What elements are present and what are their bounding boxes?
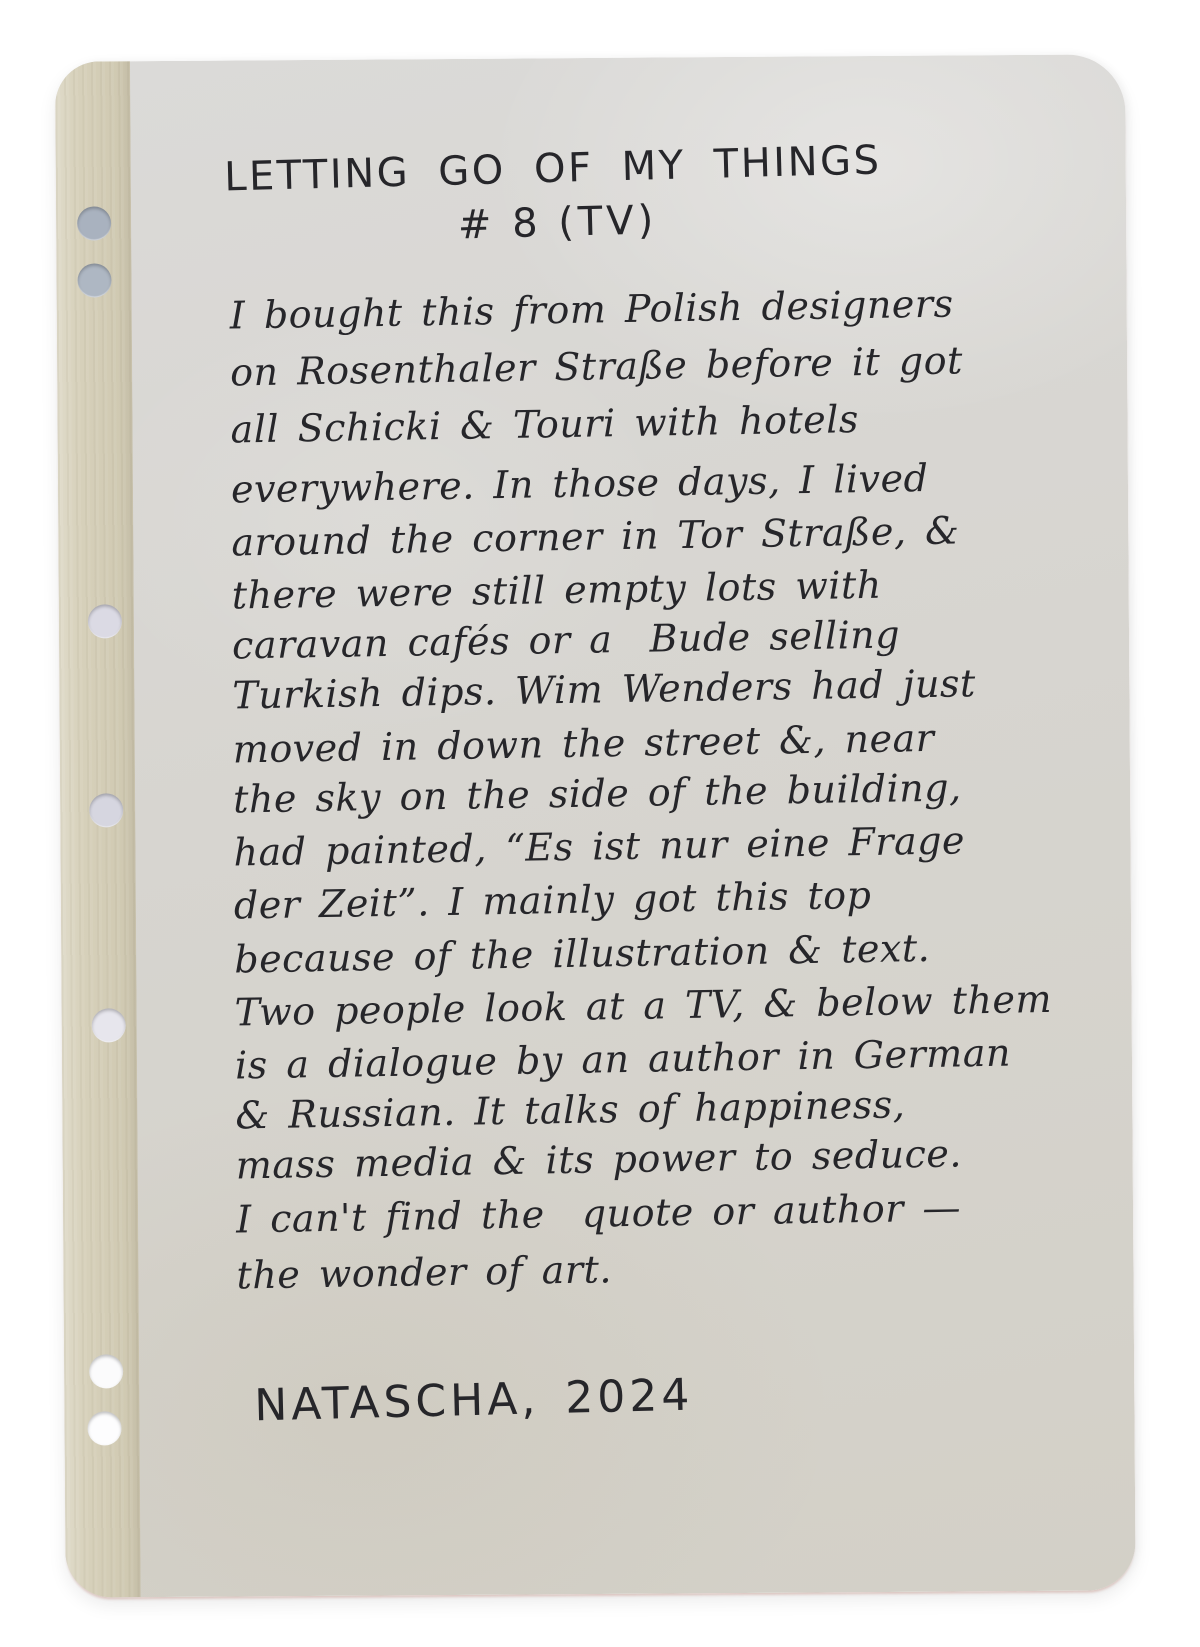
handwritten-line-8: Turkish dips. Wim Wenders had just [232,661,977,718]
handwritten-line-10: the sky on the side of the building, [232,765,962,822]
punch-hole-3 [88,604,122,638]
handwritten-line-13: because of the illustration & text. [233,925,931,982]
notebook-page [55,54,1136,1597]
punch-hole-1 [77,206,111,240]
signature: NATASCHA, 2024 [253,1369,694,1432]
handwritten-line-14: Two people look at a TV, & below them [234,976,1053,1035]
handwritten-line-11: had painted, “Es ist nur eine Frage [233,818,966,875]
note-title [224,137,890,254]
punch-hole-4 [89,793,123,827]
punch-hole-2 [77,263,111,297]
punch-hole-5 [92,1008,126,1042]
handwritten-line-17: mass media & its power to seduce. [235,1131,963,1188]
note-title-line2: # 8 (TV) [457,197,658,249]
handwritten-line-9: moved in down the street &, near [232,715,935,772]
handwritten-line-19: the wonder of art. [236,1247,613,1298]
handwritten-line-4: everywhere. In those days, I lived [230,455,929,512]
punch-hole-7 [87,1411,121,1445]
handwritten-line-2: on Rosenthaler Straße before it got [229,338,964,395]
punch-hole-6 [89,1354,123,1388]
handwritten-line-6: there were still empty lots with [231,562,883,618]
handwritten-line-5: around the corner in Tor Straße, & [231,508,960,565]
handwritten-line-12: der Zeit”. I mainly got this top [233,872,872,928]
handwritten-line-16: & Russian. It talks of happiness, [235,1082,906,1138]
note-title-line1: LETTING GO OF MY THINGS [223,137,882,201]
handwritten-line-7: caravan cafés or a Bude selling [231,612,901,668]
handwritten-line-15: is a dialogue by an author in German [234,1030,1012,1088]
handwritten-line-1: I bought this from Polish designers [229,281,954,338]
handwritten-line-18: I can't find the quote or author — [235,1185,962,1242]
handwritten-line-3: all Schicki & Touri with hotels [230,397,860,452]
